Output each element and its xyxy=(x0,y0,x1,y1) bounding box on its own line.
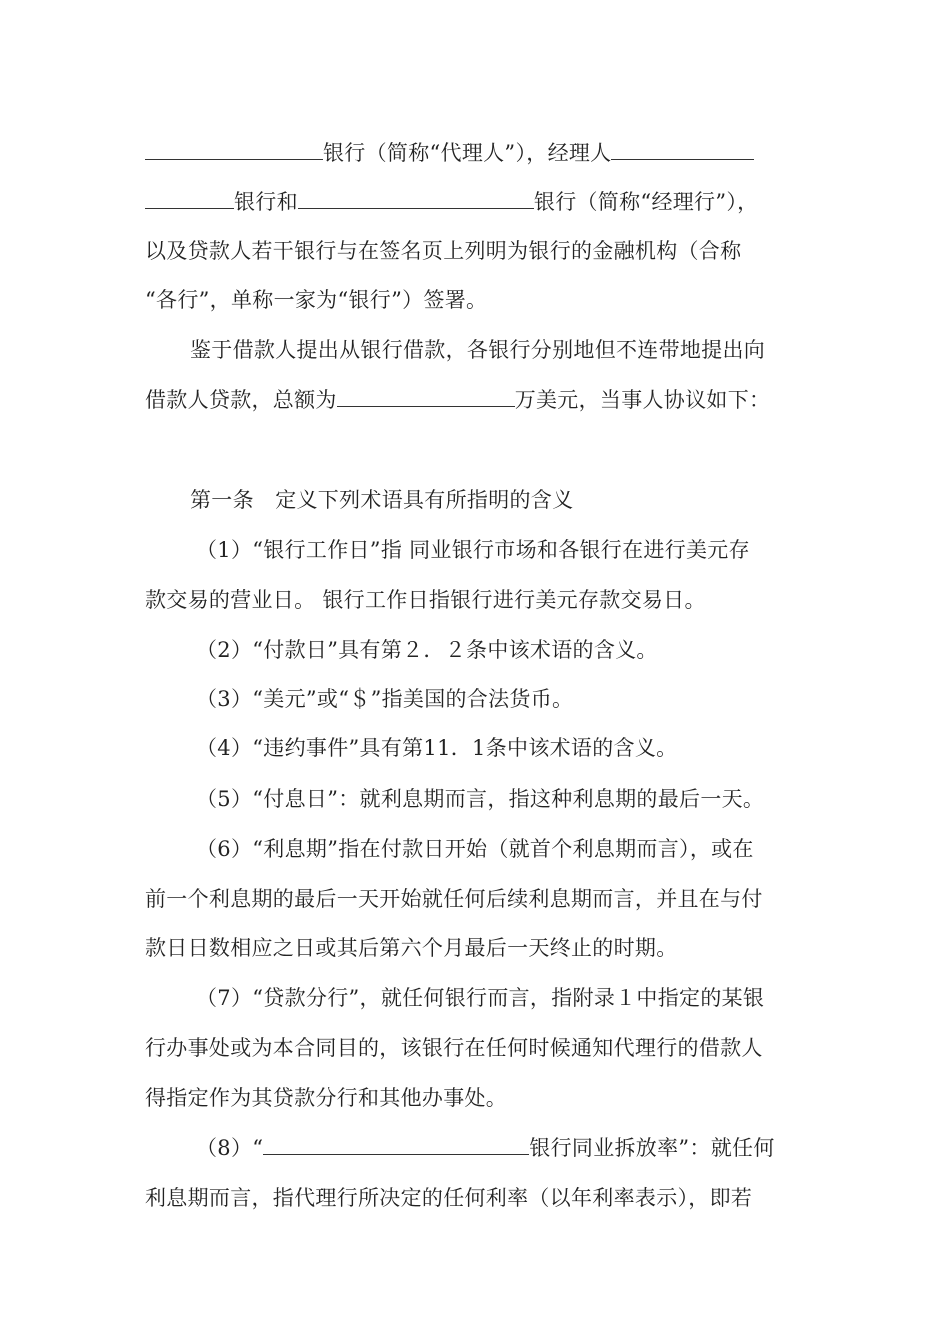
paragraph-line: “各行”，单称一家为“银行”）签署。 xyxy=(145,288,488,312)
definition-line: 行办事处或为本合同目的，该银行在任何时候通知代理行的借款人 xyxy=(145,1036,763,1060)
blank-fill-line xyxy=(145,188,234,209)
definition-line: （6）“利息期”指在付款日开始（就首个利息期而言），或在 xyxy=(196,837,754,861)
definition-line: （1）“银行工作日”指 同业银行市场和各银行在进行美元存 xyxy=(196,538,750,562)
amount-blank xyxy=(337,386,515,407)
definition-line: （5）“付息日”：就利息期而言，指这种利息期的最后一天。 xyxy=(196,787,765,811)
definition-line: （3）“美元”或“＄”指美国的合法货币。 xyxy=(196,687,574,711)
definition-line: （2）“付款日”具有第２．２条中该术语的含义。 xyxy=(196,638,658,662)
blank-fill-line xyxy=(145,139,323,160)
agreement-parties-line-2: 银行和 银行（简称“经理行”）， xyxy=(145,188,805,216)
definition-blank-line: （8）“ 银行同业拆放率”：就任何 xyxy=(196,1136,775,1160)
article-1-heading: 第一条 定义下列术语具有所指明的含义 xyxy=(190,488,574,512)
definition-line: 款日日数相应之日或其后第六个月最后一天终止的时期。 xyxy=(145,936,678,960)
definition-line: （4）“违约事件”具有第11．1条中该术语的含义。 xyxy=(196,736,678,760)
recital-line: 鉴于借款人提出从银行借款，各银行分别地但不连带地提出向 xyxy=(190,338,766,362)
definition-line: （7）“贷款分行”，就任何银行而言，指附录１中指定的某银 xyxy=(196,986,765,1010)
definition-line: 利息期而言，指代理行所决定的任何利率（以年利率表示），即若 xyxy=(145,1186,753,1210)
definition-line: 前一个利息期的最后一天开始就任何后续利息期而言，并且在与付 xyxy=(145,887,763,911)
blank-fill-line xyxy=(611,139,754,160)
definition-line: 款交易的营业日。 银行工作日指银行进行美元存款交易日。 xyxy=(145,588,706,612)
blank-fill-line xyxy=(298,188,534,209)
definition-line: 得指定作为其贷款分行和其他办事处。 xyxy=(145,1086,508,1110)
paragraph-line: 以及贷款人若干银行与在签名页上列明为银行的金融机构（合称 xyxy=(145,239,742,263)
bank-name-blank xyxy=(263,1134,529,1155)
agreement-parties-line-1: 银行（简称“代理人”），经理人 xyxy=(145,139,805,167)
recital-amount-line: 借款人贷款，总额为 万美元，当事人协议如下： xyxy=(145,388,771,412)
